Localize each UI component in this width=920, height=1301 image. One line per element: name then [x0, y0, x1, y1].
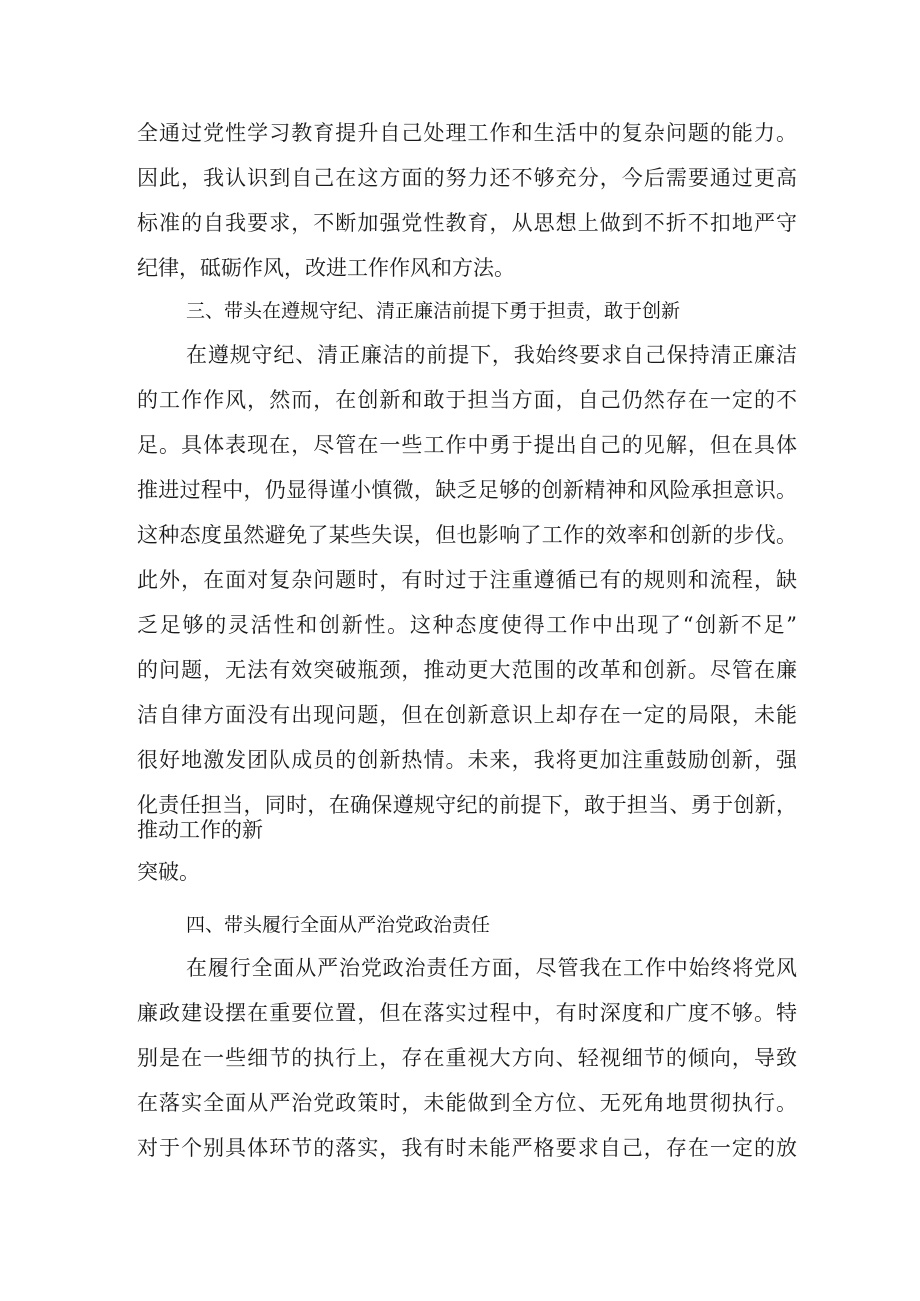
paragraph-1-line: 因此，我认识到自己在这方面的努力还不够充分，今后需要通过更高 [137, 166, 797, 190]
paragraph-2-line: 推动工作的新 [137, 818, 263, 842]
paragraph-3-line: 别是在一些细节的执行上，存在重视大方向、轻视细节的倾向，导致 [137, 1046, 797, 1070]
paragraph-2-line: 的工作作风，然而，在创新和敢于担当方面，自己仍然存在一定的不 [137, 388, 797, 412]
paragraph-2-line: 很好地激发团队成员的创新热情。未来，我将更加注重鼓励创新，强 [137, 748, 797, 772]
paragraph-3-line: 在落实全面从严治党政策时，未能做到全方位、无死角地贯彻执行。 [137, 1091, 797, 1115]
paragraph-1-line: 标准的自我要求，不断加强党性教育，从思想上做到不折不扣地严守 [137, 211, 797, 235]
paragraph-2-line: 洁自律方面没有出现问题，但在创新意识上却存在一定的局限，未能 [137, 703, 797, 727]
paragraph-1-line: 纪律，砥砺作风，改进工作作风和方法。 [137, 256, 515, 280]
paragraph-2-line: 乏足够的灵活性和创新性。这种态度使得工作中出现了“创新不足” [137, 613, 797, 637]
paragraph-1-line: 全通过党性学习教育提升自己处理工作和生活中的复杂问题的能力。 [137, 121, 797, 145]
paragraph-2-line: 推进过程中，仍显得谨小慎微，缺乏足够的创新精神和风险承担意识。 [137, 478, 797, 502]
paragraph-2-line: 在遵规守纪、清正廉洁的前提下，我始终要求自己保持清正廉洁 [186, 343, 797, 367]
section-heading-4: 四、带头履行全面从严治党政治责任 [186, 914, 491, 936]
paragraph-2-line: 化责任担当，同时，在确保遵规守纪的前提下，敢于担当、勇于创新， [137, 793, 797, 817]
paragraph-2-line: 此外，在面对复杂问题时，有时过于注重遵循已有的规则和流程，缺 [137, 568, 797, 592]
paragraph-3-line: 对于个别具体环节的落实，我有时未能严格要求自己，存在一定的放 [137, 1136, 797, 1160]
paragraph-2-line: 的问题，无法有效突破瓶颈，推动更大范围的改革和创新。尽管在廉 [137, 658, 797, 682]
paragraph-3-line: 廉政建设摆在重要位置，但在落实过程中，有时深度和广度不够。特 [137, 1001, 797, 1025]
paragraph-2-line: 足。具体表现在，尽管在一些工作中勇于提出自己的见解，但在具体 [137, 433, 797, 457]
paragraph-3-line: 在履行全面从严治党政治责任方面，尽管我在工作中始终将党风 [186, 956, 797, 980]
section-heading-3: 三、带头在遵规守纪、清正廉洁前提下勇于担责，敢于创新 [186, 300, 681, 322]
paragraph-2-line: 这种态度虽然避免了某些失误，但也影响了工作的效率和创新的步伐。 [137, 523, 797, 547]
paragraph-2-line: 突破。 [137, 860, 200, 884]
